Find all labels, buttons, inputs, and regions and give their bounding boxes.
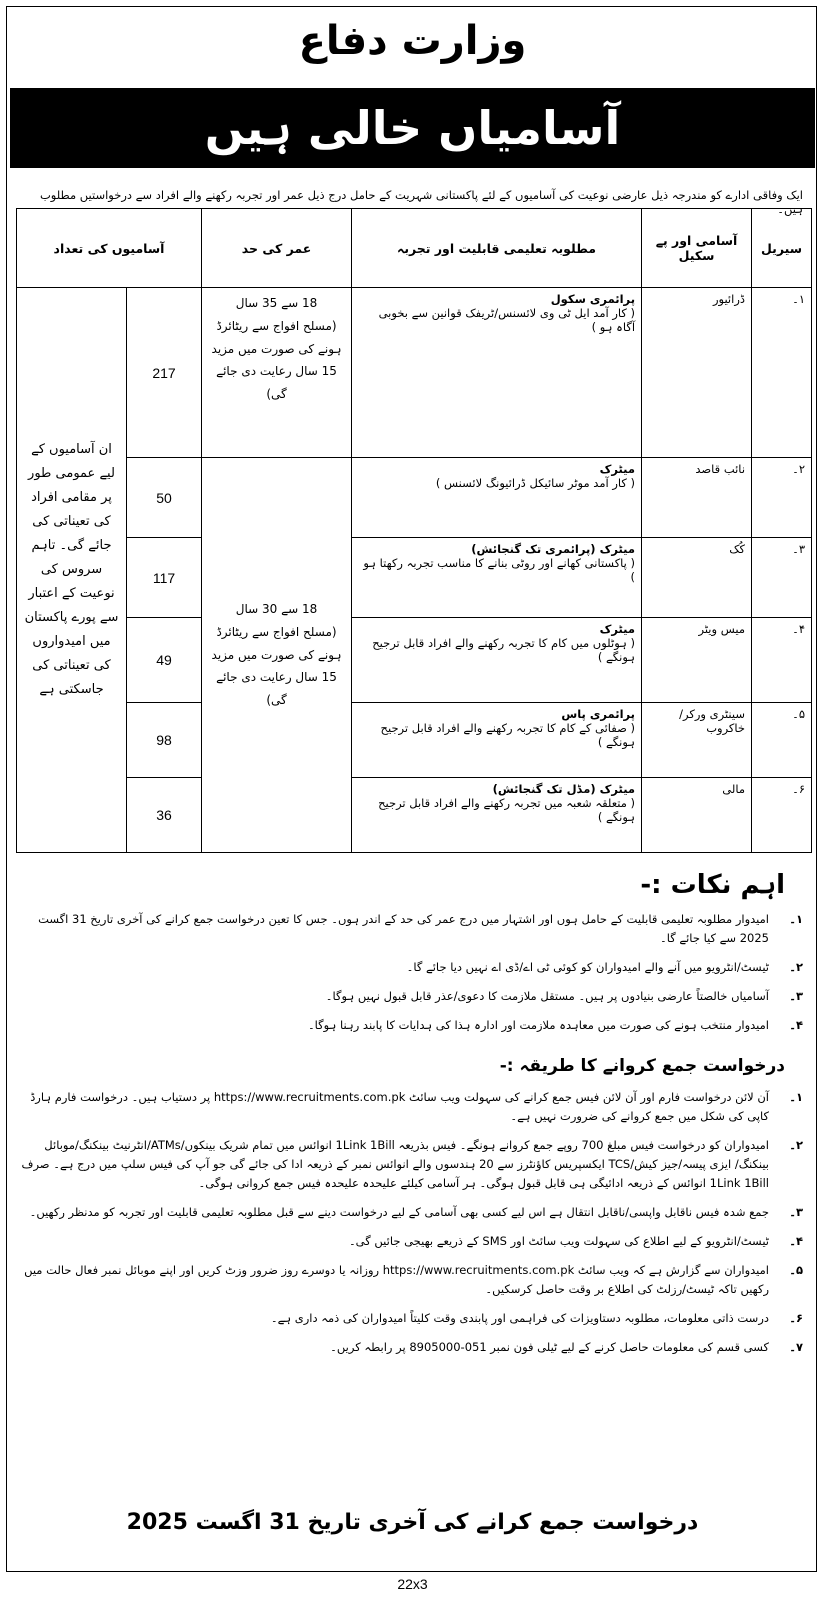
header-count: آسامیوں کی تعداد (17, 209, 202, 288)
row-serial: ۶۔ (752, 778, 812, 853)
item-text: آسامیاں خالصتاً عارضی بنیادوں پر ہیں۔ مستقل ملازمت کا دعوی/عذر قابل قبول نہیں ہوگا۔ (325, 988, 769, 1003)
item-number: ۳۔ (789, 988, 803, 1003)
row-education (352, 288, 642, 458)
ad-size-code: 22x3 (397, 1576, 428, 1592)
table-header-row (17, 209, 812, 288)
item-text: امیدواران کو درخواست فیس مبلغ 700 روپے جمع کروانے ہونگے۔ فیس بذریعہ 1Link 1Bill انوائس میں تمام شریک بینکوں/ATMs/انٹرنیٹ بینکنگ/موبائل بینکنگ/ ایزی پیسہ/جیز کیش/TCS ایکسپریس کاؤنٹرز سے 20 ہندسوں والے انوائس نمبر کے ذریعہ ادا کی جائے گی جو آپ کی فیس سلپ میں درج ہے۔ صرف 1Link 1Bill انوائس کے ذریعہ ادائیگی ہی قابل قبول ہوگی۔ ہر آسامی کیلئے علیحدہ علیحدہ فیس جمع کروانی ہوگی۔ (21, 1137, 769, 1190)
age-range: 18 سے 30 سال (235, 602, 318, 616)
row-serial: ۱۔ (752, 288, 812, 458)
row-post: کُک (642, 538, 752, 618)
item-number: ۳۔ (789, 1204, 803, 1219)
row-education (352, 618, 642, 703)
row-post: نائب قاصد (642, 458, 752, 538)
education-detail: ( متعلقہ شعبہ میں تجربہ رکھنے والے افراد قابل ترجیح ہونگے ) (378, 796, 636, 824)
row-education (352, 778, 642, 853)
row-post: مالی (642, 778, 752, 853)
vacancy-banner: آسامیاں خالی ہیں (10, 88, 815, 168)
education-main: میٹرک (پرائمری تک گنجائش) (471, 542, 636, 556)
row-education (352, 538, 642, 618)
item-text: جمع شدہ فیس ناقابل واپسی/ناقابل انتقال ہے اس لیے کسی بھی آسامی کے لیے درخواست دینے سے قبل مطلوبہ تعلیمی قابلیت اور تجربہ کو مدنظر رکھیں۔ (29, 1204, 769, 1219)
list-item (18, 1261, 803, 1299)
list-item (18, 1203, 803, 1222)
education-main: پرائمری سکول (550, 292, 636, 306)
row-education (352, 458, 642, 538)
list-item (18, 1338, 803, 1357)
item-number: ۴۔ (789, 1017, 803, 1032)
list-item (18, 1136, 803, 1193)
list-item (18, 1016, 803, 1035)
item-number: ۶۔ (789, 1310, 803, 1325)
item-text: امیدوار منتخب ہونے کی صورت میں معاہدہ ملازمت اور ادارہ ہذا کی ہدایات کا پابند رہنا ہوگا۔ (307, 1017, 769, 1032)
table-row (17, 778, 812, 853)
item-text: امیدواران سے گزارش ہے کہ ویب سائٹ https://www.recruitments.com.pk روزانہ یا دوسرے روز ضرور وزٹ کریں اور اپنے موبائل نمبر فعال حالت میں رکھیں تاکہ ٹیسٹ/رزلٹ کی اطلاع بر وقت حاصل کرسکیں۔ (24, 1262, 769, 1296)
age-limit-2 (202, 458, 352, 853)
list-item (18, 1088, 803, 1126)
item-number: ۲۔ (789, 959, 803, 974)
row-serial: ۲۔ (752, 458, 812, 538)
intro-text: ایک وفاقی ادارے کو مندرجہ ذیل عارضی نوعیت کی آسامیوں کے لئے پاکستانی شہریت کے حامل درج ذیل عمر اور تجربہ رکھنے والے افراد سے درخواستیں مطلوب ہیں۔ (39, 188, 803, 216)
education-detail: ( پاکستانی کھانے اور روٹی بنانے کا مناسب تجربہ رکھتا ہو ) (363, 556, 636, 584)
row-serial: ۴۔ (752, 618, 812, 703)
education-main: میٹرک (مڈل تک گنجائش) (492, 782, 636, 796)
item-text: ٹیسٹ/انٹرویو میں آنے والے امیدواران کو کوئی ٹی اے/ڈی اے نہیں دیا جائے گا۔ (406, 959, 769, 974)
table-row (17, 538, 812, 618)
age-relaxation: (مسلح افواج سے ریٹائرڈ ہونے کی صورت میں مزید 15 سال رعایت دی جائے گی) (211, 318, 342, 402)
row-count: 50 (127, 458, 202, 538)
row-count: 217 (127, 288, 202, 458)
item-number: ۷۔ (789, 1339, 803, 1354)
row-education (352, 703, 642, 778)
row-post: میس ویٹر (642, 618, 752, 703)
education-main: میٹرک (599, 462, 636, 476)
table-row (17, 288, 812, 458)
item-number: ۴۔ (789, 1233, 803, 1248)
table-row (17, 458, 812, 538)
item-number: ۲۔ (789, 1137, 803, 1152)
education-main: پرائمری پاس (561, 707, 636, 721)
age-relaxation: (مسلح افواج سے ریٹائرڈ ہونے کی صورت میں مزید 15 سال رعایت دی جائے گی) (211, 624, 342, 708)
item-number: ۱۔ (789, 912, 803, 926)
education-detail: ( صفائی کے کام کا تجربہ رکھنے والے افراد قابل ترجیح ہونگے ) (380, 721, 636, 749)
application-method-list (18, 1088, 803, 1367)
list-item (18, 1232, 803, 1251)
education-detail: ( کار آمد ایل ٹی وی لائسنس/ٹریفک قوانین سے بخوبی آگاہ ہو ) (378, 306, 636, 334)
table-row (17, 618, 812, 703)
row-count: 49 (127, 618, 202, 703)
header-age: عمر کی حد (202, 209, 352, 288)
item-text: امیدوار مطلوبہ تعلیمی قابلیت کے حامل ہوں اور اشتہار میں درج عمر کی حد کے اندر ہوں۔ جس کا تعین درخواست جمع کرانے کی آخری تاریخ 31 اگست 2025 سے کیا جائے گا۔ (38, 912, 769, 945)
item-number: ۱۔ (789, 1090, 803, 1104)
item-text: کسی قسم کی معلومات حاصل کرنے کے لیے ٹیلی فون نمبر 051-8905000 پر رابطہ کریں۔ (330, 1339, 769, 1354)
important-points-heading: اہم نکات :- (640, 870, 785, 900)
table-row (17, 703, 812, 778)
row-count: 36 (127, 778, 202, 853)
row-serial: ۳۔ (752, 538, 812, 618)
row-count: 98 (127, 703, 202, 778)
item-text: آن لائن درخواست فارم اور آن لائن فیس جمع کرانے کی سہولت ویب سائٹ https://www.recruitments.com.pk پر دستیاب ہیں۔ درخواست فارم ہارڈ کاپی کی شکل میں جمع کروانے کی ضرورت نہیں ہے۔ (30, 1090, 769, 1123)
important-points-list (18, 910, 803, 1045)
row-serial: ۵۔ (752, 703, 812, 778)
list-item (18, 910, 803, 948)
vacancy-table (16, 208, 812, 853)
age-range: 18 سے 35 سال (235, 296, 318, 310)
item-number: ۵۔ (789, 1262, 803, 1277)
header-serial: سیریل (752, 209, 812, 288)
header-education: مطلوبہ تعلیمی قابلیت اور تجربہ (352, 209, 642, 288)
age-limit-1 (202, 288, 352, 458)
row-post: ڈرائیور (642, 288, 752, 458)
item-text: درست ذاتی معلومات، مطلوبہ دستاویزات کی فراہمی اور پابندی وقت کلیتاً امیدواران کی ذمہ داری ہے۔ (270, 1310, 769, 1325)
list-item (18, 987, 803, 1006)
item-text: ٹیسٹ/انٹرویو کے لیے اطلاع کی سہولت ویب سائٹ اور SMS کے ذریعے بھیجی جائیں گی۔ (348, 1233, 769, 1248)
row-count: 117 (127, 538, 202, 618)
application-method-heading: درخواست جمع کروانے کا طریقہ :- (499, 1056, 785, 1076)
education-detail: ( ہوٹلوں میں کام کا تجربہ رکھنے والے افراد قابل ترجیح ہونگے ) (372, 636, 636, 664)
list-item (18, 1309, 803, 1328)
list-item (18, 958, 803, 977)
deadline-text: درخواست جمع کرانے کی آخری تاریخ 31 اگست 2025 (126, 1510, 699, 1535)
header-post: آسامی اور پے سکیل (642, 209, 752, 288)
posting-note: ان آسامیوں کے لیے عمومی طور پر مقامی افراد کی تعیناتی کی جائے گی۔ تاہم سروس کی نوعیت کے اعتبار سے پورے پاکستان میں امیدواروں کی تعیناتی کی جاسکتی ہے (17, 288, 127, 853)
education-detail: ( کار آمد موٹر سائیکل ڈرائیونگ لائسنس ) (435, 476, 636, 490)
education-main: میٹرک (599, 622, 636, 636)
ministry-title: وزارت دفاع (298, 18, 527, 64)
row-post: سینٹری ورکر/ خاکروب (642, 703, 752, 778)
